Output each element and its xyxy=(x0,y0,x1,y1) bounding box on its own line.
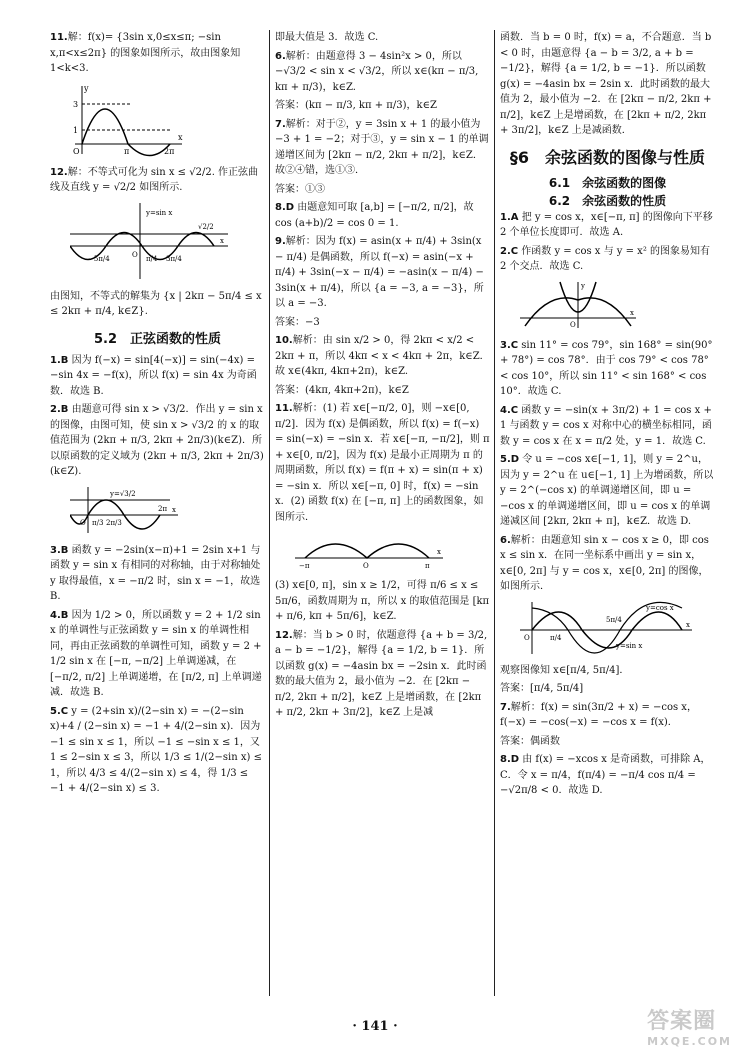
column-divider xyxy=(494,30,495,996)
answer-item: 答案：(kπ − π/3, kπ + π/3)，k∈Z xyxy=(275,100,437,111)
answer-item: 12.解：当 b > 0 时，依题意得 {a + b = 3/2, a − b = −1/2}，解得 {a = 1/2, b = 1}．所以函数 g(x) = −4asin bx = −2sin x．此时函数的最大值为 2，最小值为 −2．在 [2kπ − π/2, 2kπ + π/2]，k∈Z 上是增函数，在 [2kπ + π/2, 2kπ + 3π/2]，k∈Z 上是减 xyxy=(275,629,488,718)
answer-item: 8.D 由 f(x) = −xcos x 是奇函数，可排除 A，C．令 x = π/4，f(π/4) = −π/4 cos π/4 = −√2π/8 < 0．故选 D. xyxy=(500,754,711,796)
graph-figure-2 xyxy=(70,201,230,281)
answer-item: 4.C 函数 y = −sin(x + 3π/2) + 1 = cos x + 1 与函数 y = cos x 对称中心的横坐标相同，函数 y = cos x 在 x = π/2 处，y = 1．故选 C. xyxy=(500,404,712,447)
fig2-label: 3π/4 xyxy=(166,254,182,263)
fig3-label: π/3 xyxy=(92,518,104,527)
fig5-label: O xyxy=(570,320,576,329)
subsection-title: 6.2 余弦函数的性质 xyxy=(548,193,667,208)
chapter-title: §6 余弦函数的图像与性质 xyxy=(509,147,706,167)
answer-item: 即最大值是 3．故选 C. xyxy=(275,32,379,43)
answer-item: 6.解析：由题意知 sin x − cos x ≥ 0，即 cos x ≤ sin x．在同一坐标系中画出 y = sin x，x∈[0, 2π] 与 y = cos x，x∈[0, 2π] 的图像，如图所示． xyxy=(500,534,709,592)
fig2-label: x xyxy=(220,236,224,245)
fig6-label: y=sin x xyxy=(616,641,643,650)
answer-item: 答案：[π/4, 5π/4] xyxy=(500,683,584,694)
fig1-label: x xyxy=(178,132,183,142)
fig6-label: x xyxy=(686,620,690,629)
section-heading: 5.2 正弦函数的性质 xyxy=(93,331,222,347)
graph-figure-4 xyxy=(295,530,445,570)
answer-item: 1.B 因为 f(−x) = sin[4(−x)] = sin(−4x) = −sin 4x = −f(x)，所以 f(x) = sin 4x 为奇函数．故选 B. xyxy=(50,354,257,397)
fig3-label: y=√3/2 xyxy=(110,489,136,498)
fig3-label: x xyxy=(172,505,176,514)
answer-item: 1.A 把 y = cos x，x∈[−π, π] 的图像向下平移 2 个单位长度即可．故选 A. xyxy=(500,211,713,238)
fig1-label: 3 xyxy=(73,99,79,109)
answer-item: 答案：−3 xyxy=(275,316,320,328)
answer-item: 11.解：f(x)= {3sin x,0≤x≤π; −sin x,π<x≤2π} 的图象如图所示，故由图象知 1<k<3. xyxy=(50,32,241,74)
answer-item: 函数．当 b = 0 时，f(x) = a，不合题意．当 b < 0 时，由题意得 {a − b = 3/2, a + b = −1/2}，解得 {a = 1/2, b = −1}．所以函数 g(x) = −4asin bx = 2sin x．此时函数的最大值为 2，最小值为 −2．在 [2kπ − π/2, 2kπ + π/2]，k∈Z 上是增函数，在 [2kπ + π/2, 2kπ + 3π/2]，k∈Z 上是减函数． xyxy=(500,32,712,136)
fig2-label: π/4 xyxy=(146,254,158,263)
column-right xyxy=(500,30,715,996)
fig1-label: 1 xyxy=(73,125,79,135)
answer-item: 12.解：不等式可化为 sin x ≤ √2/2. 作正弦曲线及直线 y = √2/2 如图所示. xyxy=(50,166,259,193)
fig1-label: O xyxy=(73,146,80,156)
graph-figure-3 xyxy=(70,485,180,535)
fig5-label: y xyxy=(581,281,585,290)
fig4-label: x xyxy=(437,548,441,556)
fig2-label: y=sin x xyxy=(146,208,173,217)
answer-item: 6.解析：由题意得 3 − 4sin²x > 0，所以 −√3/2 < sin x < √3/2，所以 x∈(kπ − π/3, kπ + π/3)，k∈Z. xyxy=(275,50,479,93)
page-number: · 141 · xyxy=(352,1019,398,1034)
graph-figure-6 xyxy=(520,600,695,655)
fig2-label: √2/2 xyxy=(198,222,214,231)
answer-item: 7.解析：对于②，y = 3sin x + 1 的最小值为 −3 + 1 = −2；对于③，y = sin x − 1 的单调递增区间为 [2kπ − π/2, 2kπ + π/2]，k∈Z．故②④错，选①③． xyxy=(275,118,489,176)
graph-figure-5 xyxy=(520,280,640,330)
fig5-label: x xyxy=(630,308,634,317)
answer-item: 答案：(4kπ, 4kπ+2π)，k∈Z xyxy=(275,384,409,396)
column-middle xyxy=(275,30,490,996)
answer-item: 9.解析：因为 f(x) = asin(x + π/4) + 3sin(x − π/4) 是偶函数，所以 f(−x) = asin(−x + π/4) + 3sin(−x − π/4) = −asin(x − π/4) − 3sin(x + π/4)，所以 {a = −3, a = −3}，所以 a = −3. xyxy=(275,236,484,309)
answer-item: 3.B 函数 y = −2sin(x−π)+1 = 2sin x+1 与函数 y = sin x 有相同的对称轴，由于对称轴处 y 取得最值，x = −π/2 时，sin x = −1，故选 B. xyxy=(50,544,261,602)
column-left xyxy=(50,30,265,996)
answer-item: 10.解析：由 sin x/2 > 0，得 2kπ < x/2 < 2kπ + π，所以 4kπ < x < 4kπ + 2π，k∈Z．故 x∈(4kπ, 4kπ+2π)，k∈Z. xyxy=(275,335,490,377)
graph-figure-1 xyxy=(70,82,190,157)
fig4-label: O xyxy=(363,562,369,570)
answer-item: 7.解析：f(x) = sin(3π/2 + x) = −cos x，f(−x) = −cos(−x) = −cos x = f(x)． xyxy=(500,701,697,728)
answer-item: 11.解析：(1) 若 x∈[−π/2, 0]，则 −x∈[0, π/2]．因为 f(x) 是偶函数，所以 f(x) = f(−x) = sin(−x) = −sin x．若 x∈[−π, −π/2]，则 π + x∈[0, π/2]，因为 f(x) 是最小正周期为 π 的周期函数，所以 f(x) = f(π + x) = sin(π + x) = −sin x．所以 x∈[−π, 0] 时，f(x) = −sin x．(2) 函数 f(x) 在 [−π, π] 上的函数图象，如图所示． xyxy=(275,403,490,523)
fig1-label: y xyxy=(84,83,89,93)
answer-item: 5.C y = (2+sin x)/(2−sin x) = −(2−sin x)+4 / (2−sin x) = −1 + 4/(2−sin x)．因为 −1 ≤ sin x ≤ 1，所以 −1 ≤ −sin x ≤ 1，又 1 ≤ 2−sin x ≤ 3，所以 1/3 ≤ 1/(2−sin x) ≤ 1，所以 4/3 ≤ 4/(2−sin x) ≤ 4，得 1/3 ≤ −1 + 4/(2−sin x) ≤ 3. xyxy=(50,705,262,794)
watermark-logo: 答案圈 MXQE.COM xyxy=(647,1009,732,1048)
answer-item: 8.D 由题意知可取 [a,b] = [−π/2, π/2]，故 cos (a+b)/2 = cos 0 = 1. xyxy=(275,202,474,229)
answer-item: 3.C sin 11° = cos 79°，sin 168° = sin(90° + 78°) = cos 78°．由于 cos 79° < cos 78° < cos 10°，所以 sin 11° < sin 168° < cos 10°．故选 C. xyxy=(500,339,713,397)
fig6-label: 5π/4 xyxy=(606,615,622,624)
fig3-label: O xyxy=(80,518,86,527)
answer-item: 答案：①③ xyxy=(275,183,325,195)
answer-item: 2.B 由题意可得 sin x > √3/2．作出 y = sin x 的图像，由图可知，使 sin x > √3/2 的 x 的取值范围为 (2kπ + π/3, 2kπ + 2π/3)(k∈Z)．所以原函数的定义域为 (2kπ + π/3, 2kπ + 2π/3)(k∈Z). xyxy=(50,404,264,477)
fig4-label: −π xyxy=(299,562,310,570)
fig1-label: 2π xyxy=(164,146,175,156)
fig3-label: 2π xyxy=(158,504,168,513)
fig1-label: π xyxy=(124,146,130,156)
fig2-label: O xyxy=(132,250,138,259)
answer-item: 4.B 因为 1/2 > 0，所以函数 y = 2 + 1/2 sin x 的单调性与正弦函数 y = sin x 的单调性相同，再由正弦函数的单调性可知，函数 y = 2 + 1/2 sin x 在 [−π, −π/2] 上单调递减，在 [−π/2, π/2] 上单调递增，在 [π/2, π] 上单调递减．故选 B. xyxy=(50,609,262,698)
answer-item: 2.C 作函数 y = cos x 与 y = x² 的图象易知有 2 个交点．故选 C. xyxy=(500,245,711,272)
answer-item: (3) x∈[0, π]，sin x ≥ 1/2，可得 π/6 ≤ x ≤ 5π/6，函数周期为 π，所以 x 的取值范围是 [kπ + π/6, kπ + 5π/6]，k∈Z. xyxy=(275,580,490,622)
answer-item: 答案：偶函数 xyxy=(500,735,560,747)
fig4-label: π xyxy=(425,562,430,570)
fig2-label: −5π/4 xyxy=(88,254,110,263)
fig6-label: y=cos x xyxy=(646,603,674,612)
answer-item: 由图知，不等式的解集为 {x | 2kπ − 5π/4 ≤ x ≤ 2kπ + π/4, k∈Z}. xyxy=(50,290,262,317)
fig3-label: 2π/3 xyxy=(106,518,122,527)
fig6-label: π/4 xyxy=(550,633,562,642)
subsection-title: 6.1 余弦函数的图像 xyxy=(548,175,667,190)
fig6-label: O xyxy=(524,633,530,642)
answer-item: 观察图像知 x∈[π/4, 5π/4]． xyxy=(500,664,630,676)
column-divider xyxy=(269,30,270,996)
answer-item: 5.D 令 u = −cos x∈[−1, 1]，则 y = 2^u，因为 y = 2^u 在 u∈[−1, 1] 上为增函数，所以 y = 2^(−cos x) 的单调递增区间，即 u = −cos x 的单调递增区间，即 u = cos x 的单调递减区间 [2kπ, 2kπ + π]，k∈Z．故选 D. xyxy=(500,454,714,527)
